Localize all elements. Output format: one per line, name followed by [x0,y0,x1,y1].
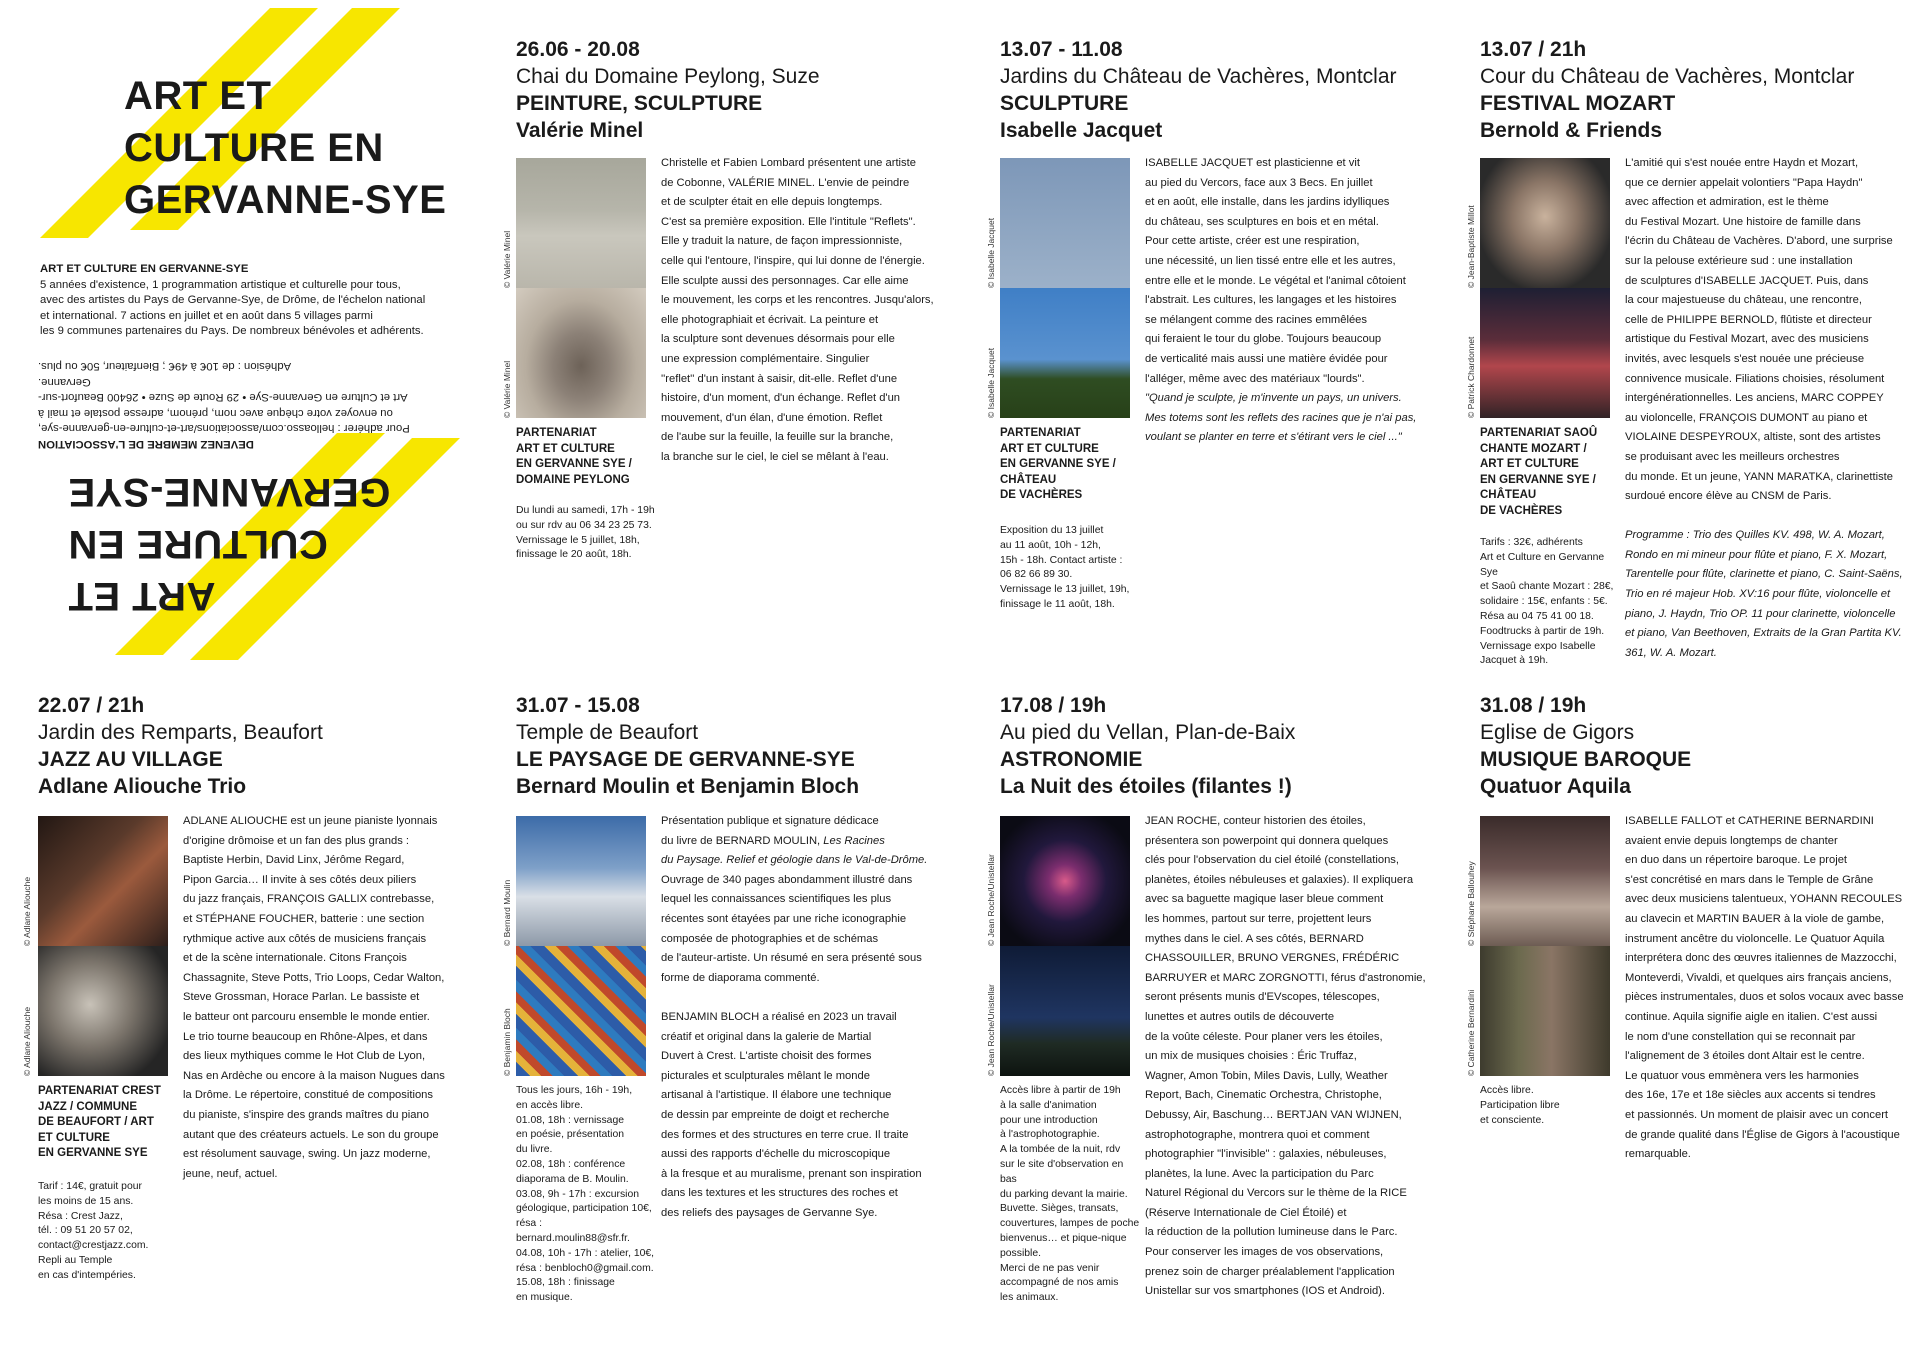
event-musique-baroque [1466,692,1910,1332]
event-date: 22.07 / 21h [38,694,145,717]
photo-nebula [1000,816,1130,946]
photo-garden [1000,288,1130,418]
event-description: ISABELLE JACQUET est plasticienne et vit au pied du Vercors, face aux 3 Becs. En juillet et en août, elle installe, dans les jardins idylliques du château, ses sculptures en bois et en métal. Pour cette artiste, créer est une respiration, une nécessité, un lien tissé entre elle et les autres, entre elle et le monde. Le végétal et l'animal côtoient l'abstrait. Les cultures, les langages et les histoires se mélangent comme des racines emmêlées qui feraient le tour du globe. Toujours beaucoup de verticalité mais aussi une matière évidée pour l'alléger, même avec des matériaux "lourds". "Quand je sculpte, je m'invente un pays, un univers. Mes totems sont les reflets des racines que je n'ai pas, voulant se planter en terre et s'étirant vers le ciel ..." [1145,157,1417,444]
event-header [1480,36,1920,144]
event-sculpture [986,36,1430,656]
photo-credit: © Isabelle Jacquet [986,347,996,418]
main-title: ART ET CULTURE EN GERVANNE-SYE [124,74,447,222]
event-place: Jardins du Château de Vachères, Montclar [1000,65,1397,88]
photo-credit: © Jean Roche/Unistellar [986,854,996,946]
main-title-upside-down: ART ET CULTURE EN GERVANNE-SYE [68,470,391,618]
event-header [1000,36,1440,144]
photo-credit: © Stéphane Ballouhey [1466,861,1476,946]
photo-credit: © Patrick Chardonnet [1466,336,1476,418]
event-jazz-au-village [22,692,468,1332]
photo-drums [38,946,168,1076]
event-place: Chai du Domaine Peylong, Suze [516,65,820,88]
practical-info: Accès libre. Participation libre et consciente. [1480,1085,1560,1126]
photo-landscape [516,816,646,946]
event-astronomie [986,692,1430,1332]
photo-credit: © Benjamin Bloch [502,1008,512,1076]
event-place: Jardin des Remparts, Beaufort [38,721,323,744]
photo-musician-portrait [1480,158,1610,288]
event-category: FESTIVAL MOZART [1480,92,1676,115]
event-description: ISABELLE FALLOT et CATHERINE BERNARDINI avaient envie depuis longtemps de chanter en duo dans un répertoire baroque. Le projet s'est concrétisé en mars dans le Temple de Grâne avec deux musiciens talentueux, YOHANN RECOULES au clavecin et MARTIN BAUER à la viole de gambe, instrument ancêtre du violoncelle. Le Quatuor Aquila interprétera donc des œuvres italiennes de Mazzocchi, Monteverdi, Vivaldi, et quelques airs français anciens, pièces instrumentales, duos et solos vocaux avec basse continue. Aquila signifie aigle en italien. C'est aussi le nom d'une constellation qui se reconnait par l'alignement de 3 étoiles dont Altair est le centre. Le quatuor vous emmènera vers les harmonies des 16e, 17e et 18e siècles aux accents si tendres et passionnés. Un moment de plaisir avec un concert de grande qualité dans l'Église de Gigors à l'acoustique remarquable. [1625,815,1904,1161]
practical-info: Exposition du 13 juillet au 11 août, 10h - 12h, 15h - 18h. Contact artiste : 06 82 66 89 30. Vernissage le 13 juillet, 19h, finissage le 11 août, 18h. [1000,525,1130,610]
partnership-label: PARTENARIAT SAOÛ CHANTE MOZART / ART ET CULTURE EN GERVANNE SYE / CHÂTEAU DE VACHÈRES [1480,427,1598,517]
photo-credit: © Adlane Aliouche [22,1006,32,1076]
event-category: SCULPTURE [1000,92,1129,115]
photo-singers [1480,816,1610,946]
event-date: 31.08 / 19h [1480,694,1587,717]
event-artist: Isabelle Jacquet [1000,119,1163,142]
photo-chateau-concert [1480,288,1610,418]
photo-artwork-tiles [516,946,646,1076]
event-artist: Adlane Aliouche Trio [38,775,247,798]
event-date: 31.07 - 15.08 [516,694,640,717]
event-header [38,692,478,800]
intro-panel [0,0,470,675]
event-header [516,692,956,800]
event-category: PEINTURE, SCULPTURE [516,92,763,115]
association-description: ART ET CULTURE EN GERVANNE-SYE 5 années d'existence, 1 programmation artistique et culturelle pour tous, avec des artistes du Pays de Gervanne-Sye, de Drôme, de l'échelon national et international. 7 actions en juillet et en août dans 5 villages parmi les 9 communes partenaires du Pays. De nombreux bénévoles et adhérents. [40,263,426,337]
photo-credit: © Adlane Aliouche [22,876,32,946]
photo-credit: © Valérie Minel [502,360,512,418]
practical-info: Accès libre à partir de 19h à la salle d'animation pour une introduction à l'astrophotographie. A la tombée de la nuit, rdv sur le site d'observation en bas du parking devant la mairie. Buvette. Sièges, transats, couvertures, lampes de poche bienvenus… et pique-nique possible. Merci de ne pas venir accompagné de nos amis les animaux. [1000,1085,1140,1304]
event-place: Au pied du Vellan, Plan-de-Baix [1000,721,1296,744]
practical-info: Tous les jours, 16h - 19h, en accès libre. 01.08, 18h : vernissage en poésie, présentation du livre. 02.08, 18h : conférence diaporama de B. Moulin. 03.08, 9h - 17h : excursion géologique, participation 10€, résa : bernard.moulin88@sfr.fr. 04.08, 10h - 17h : atelier, 10€, résa : benbloch0@gmail.com. 15.08, 18h : finissage en musique. [516,1085,655,1304]
event-artist: La Nuit des étoiles (filantes !) [1000,775,1292,798]
photo-credit: © Catherine Bernardini [1466,989,1476,1076]
membership-info-upside-down: DEVENEZ MEMBRE DE L'ASSOCIATION Pour adhérer : helloasso.com/associations/art-et-culture-en-gervanne-sye, ou envoyez votre chèque avec nom, prénom, adresse postale et mail à Art et Culture en Gervanne-Sye • 29 Route de Suze • 26400 Beaufort-sur-Gervanne. Adhésion : de 10€ à 49€ ; Bienfaiteur, 50€ ou plus. [38,360,410,450]
photo-pianist [38,816,168,946]
partnership-label: PARTENARIAT CREST JAZZ / COMMUNE DE BEAUFORT / ART ET CULTURE EN GERVANNE SYE [38,1085,161,1159]
event-description: Christelle et Fabien Lombard présentent une artiste de Cobonne, VALÉRIE MINEL. L'envie de peindre et de sculpter était en elle depuis longtemps. C'est sa première exposition. Elle l'intitule "Reflets". Elle y traduit la nature, de façon impressionniste, celle qui l'entoure, l'inspire, qui lui donne de l'énergie. Elle sculpte aussi des personnages. Car elle aime le mouvement, les corps et les rencontres. Jusqu'alors, elle photographiait et écrivait. La peinture et la sculpture sont devenues désormais pour elle une expression complémentaire. Singulier ''reflet'' d'un instant à saisir, dit-elle. Reflet d'une histoire, d'un moment, d'un échange. Reflet d'un mouvement, d'un élan, d'une émotion. Reflet de l'aube sur la feuille, la feuille sur la branche, la branche sur le ciel, le ciel se mêlant à l'eau. [661,157,934,463]
event-category: MUSIQUE BAROQUE [1480,748,1692,771]
photo-credit: © Valérie Minel [502,230,512,288]
event-category: JAZZ AU VILLAGE [38,748,223,771]
practical-info: Tarifs : 32€, adhérents Art et Culture en Gervanne Sye et Saoû chante Mozart : 28€, solidaire : 15€, enfants : 5€. Résa au 04 75 41 00 18. Foodtrucks à partir de 19h. Vernissage expo Isabelle Jacquet à 19h. [1480,537,1614,667]
practical-info: Du lundi au samedi, 17h - 19h ou sur rdv au 06 34 23 25 73. Vernissage le 5 juillet, 18h, finissage le 20 août, 18h. [516,505,655,561]
photo-credit: © Isabelle Jacquet [986,217,996,288]
photo-sculpture [516,288,646,418]
event-artist: Quatuor Aquila [1480,775,1631,798]
photo-quartet [1480,946,1610,1076]
event-paysage-gervanne-sye [502,692,946,1332]
photo-night-sky [1000,946,1130,1076]
event-place: Temple de Beaufort [516,721,699,744]
photo-totem-sculpture [1000,158,1130,288]
photo-credit: © Jean-Baptiste Millot [1466,205,1476,288]
event-festival-mozart [1466,36,1910,667]
event-description: L'amitié qui s'est nouée entre Haydn et Mozart, que ce dernier appelait volontiers "Papa Haydn" avec affection et admiration, est le thème du Festival Mozart. Une histoire de famille dans l'écrin du Château de Vachères. D'abord, une surprise sur la pelouse extérieure sud : une installation de sculptures d'ISABELLE JACQUET. Puis, dans la cour majestueuse du château, une rencontre, celle de PHILIPPE BERNOLD, flûtiste et directeur artistique du Festival Mozart, avec des musiciens invités, avec lesquels s'est nouée une précieuse connivence musicale. Filiations choisies, résolument intergénérationnelles. Les anciens, MARC COPPEY au violoncelle, FRANÇOIS DUMONT au piano et VIOLAINE DESPEYROUX, altiste, sont des artistes se produisant avec les meilleurs orchestres du monde. Et un jeune, YANN MARATKA, clarinettiste surdoué encore élève au CNSM de Paris. Programme : Trio des Quilles KV. 498, W. A. Mozart, Rondo en mi mineur pour flûte et piano, F. X. Mozart, Tarentelle pour flûte, clarinette et piano, C. Saint-Saëns, Trio en ré majeur Hob. XV:16 pour flûte, violoncelle et piano, J. Haydn, Trio OP. 11 pour clarinette, violoncelle et piano, Van Beethoven, Extraits de la Gran Partita KV. 361, W. A. Mozart. [1625,157,1903,659]
event-date: 17.08 / 19h [1000,694,1107,717]
partnership-label: PARTENARIAT ART ET CULTURE EN GERVANNE SYE / CHÂTEAU DE VACHÈRES [1000,427,1116,501]
event-header [516,36,956,144]
partnership-label: PARTENARIAT ART ET CULTURE EN GERVANNE SYE / DOMAINE PEYLONG [516,427,632,486]
event-artist: Bernard Moulin et Benjamin Bloch [516,775,860,798]
event-category: ASTRONOMIE [1000,748,1143,771]
photo-credit: © Jean Roche/Unistellar [986,984,996,1076]
event-date: 26.06 - 20.08 [516,38,640,61]
event-description: Présentation publique et signature dédicace du livre de BERNARD MOULIN, Les Racines du Paysage. Relief et géologie dans le Val-de-Drôme. Ouvrage de 340 pages abondamment illustré dans lequel les connaissances scientifiques les plus récentes sont étayées par une riche iconographie composée de photographies et de schémas de l'auteur-artiste. Un résumé en sera présenté sous forme de diaporama commenté. BENJAMIN BLOCH a réalisé en 2023 un travail créatif et original dans la galerie de Martial Duvert à Crest. L'artiste choisit des formes picturales et sculpturales mêlant le monde artisanal à l'artistique. Il élabore une technique de dessin par empreinte de doigt et recherche des formes et des structures en terre crue. Il traite aussi des rapports d'échelle du microscopique à la fresque et au muralisme, prenant son inspiration dans les textures et les structures des roches et des reliefs des paysages de Gervanne Sye. [661,815,928,1219]
event-artist: Bernold & Friends [1480,119,1663,142]
practical-info: Tarif : 14€, gratuit pour les moins de 15 ans. Résa : Crest Jazz, tél. : 09 51 20 57 02, contact@crestjazz.com. Repli au Temple en cas d'intempéries. [38,1181,149,1281]
event-date: 13.07 - 11.08 [1000,38,1123,61]
event-artist: Valérie Minel [516,119,644,142]
event-place: Cour du Château de Vachères, Montclar [1480,65,1855,88]
event-peinture-sculpture [502,36,946,656]
photo-painting [516,158,646,288]
event-date: 13.07 / 21h [1480,38,1587,61]
event-category: LE PAYSAGE DE GERVANNE-SYE [516,748,855,771]
event-description: JEAN ROCHE, conteur historien des étoiles, présentera son powerpoint qui donnera quelques clés pour l'observation du ciel étoilé (constellations, planètes, étoiles nébuleuses et galaxies). Il expliquera avec sa baguette magique laser bleue comment les hommes, partout sur terre, projettent leurs mythes dans le ciel. A ses côtés, BERNARD CHASSOUILLER, BRUNO VERGNES, FRÉDÉRIC BARRUYER et MARC ZORGNOTTI, férus d'astronomie, seront présents munis d'EVscopes, télescopes, lunettes et autres outils de découverte de la voûte céleste. Pour planer vers les étoiles, un mix de musiques choisies : Éric Truffaz, Wagner, Amon Tobin, Miles Davis, Lully, Weather Report, Bach, Cinematic Orchestra, Christophe, Debussy, Air, Baschung… BERTJAN VAN WIJNEN, astrophotographe, montrera quoi et comment photographier "l'invisible" : galaxies, nébuleuses, planètes, la lune. Avec la participation du Parc Naturel Régional du Vercors sur le thème de la RICE (Réserve Internationale de Ciel Étoilé) et la réduction de la pollution lumineuse dans le Parc. Pour conserver les images de vos observations, prenez soin de charger préalablement l'application Unistellar sur vos smartphones (IOS et Android). [1145,815,1426,1298]
photo-credit: © Bernard Moulin [502,879,512,946]
event-header [1480,692,1920,800]
event-place: Eglise de Gigors [1480,721,1635,744]
event-description: ADLANE ALIOUCHE est un jeune pianiste lyonnais d'origine drômoise et un fan des plus grands : Baptiste Herbin, David Linx, Jérôme Regard, Pipon Garcia… Il invite à ses côtés deux piliers du jazz français, FRANÇOIS GALLIX contrebasse, et STÉPHANE FOUCHER, batterie : une section rythmique active aux côtés de musiciens français et de la scène internationale. Citons François Chassagnite, Steve Potts, Trio Loops, Cedar Walton, Steve Grossman, Horace Parlan. Le bassiste et le batteur ont parcouru ensemble le monde entier. Le trio tourne beaucoup en Rhône-Alpes, et dans des lieux mythiques comme le Hot Club de Lyon, Nas en Ardèche ou encore à la maison Nugues dans la Drôme. Le répertoire, constitué de compositions du pianiste, s'inspire des grands maîtres du piano autant que des créateurs actuels. Le son du groupe est résolument sauvage, swing. Un jazz moderne, jeune, neuf, actuel. [183,815,445,1180]
event-header [1000,692,1440,800]
